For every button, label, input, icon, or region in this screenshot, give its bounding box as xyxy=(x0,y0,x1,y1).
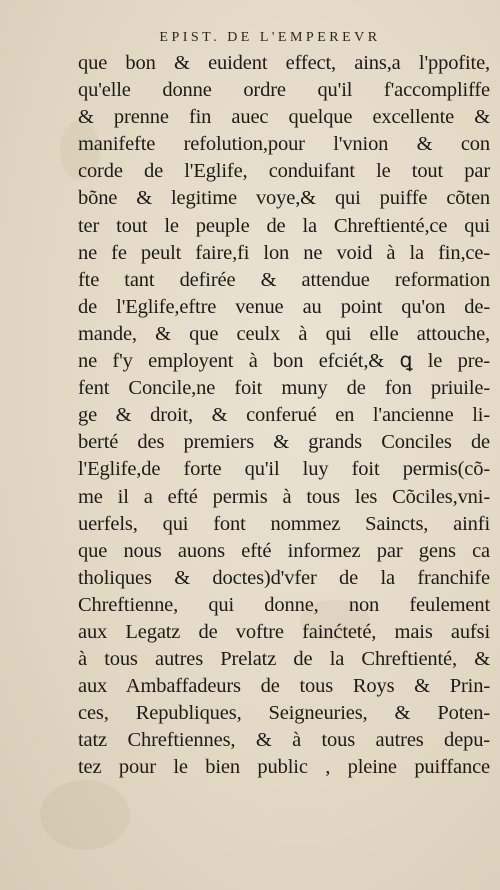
text-line: corde de l'Eglife, conduifant le tout par xyxy=(78,160,490,183)
text-line: de l'Eglife,eftre venue au point qu'on de- xyxy=(78,295,490,318)
text-line: l'Eglife,de forte qu'il luy foit permis(cõ- xyxy=(78,458,490,481)
text-line: ces, Republiques, Seigneuries, & Poten- xyxy=(78,702,490,725)
paper-stain xyxy=(40,780,130,850)
text-line: Chreftienne, qui donne, non feulement xyxy=(78,593,490,616)
running-head: EPIST. DE L'EMPEREVR xyxy=(159,30,381,45)
text-line: aux Legatz de voftre fainćteté, mais aufsi xyxy=(78,620,490,643)
text-line: uerfels, qui font nommez Saincts, ainfi xyxy=(78,512,490,535)
body-text xyxy=(78,50,490,782)
text-line: mande, & que ceulx à qui elle attouche, xyxy=(78,322,490,345)
text-line: fent Concile,ne foit muny de fon priuile- xyxy=(78,377,490,400)
text-line: & prenne fin auec quelque excellente & xyxy=(78,106,490,129)
text-line: me il a efté permis à tous les Cõciles,vni- xyxy=(78,485,490,508)
text-line: que nous auons efté informez par gens ca xyxy=(78,539,490,562)
text-line: fte tant defirée & attendue reformation xyxy=(78,268,490,291)
text-line: aux Ambaffadeurs de tous Roys & Prin- xyxy=(78,675,490,698)
text-line: ge & droit, & conferué en l'ancienne li- xyxy=(78,404,490,427)
text-line: à tous autres Prelatz de la Chreftienté, & xyxy=(78,648,490,671)
text-line: bõne & legitime voye,& qui puiffe cõten xyxy=(78,187,490,210)
text-line: tatz Chreftiennes, & à tous autres depu- xyxy=(78,729,490,752)
text-line: tholiques & doctes)d'vfer de la franchife xyxy=(78,566,490,589)
text-line: berté des premiers & grands Conciles de xyxy=(78,431,490,454)
text-line: ne f'y employent à bon efciét,& ꝗ le pre- xyxy=(78,350,490,373)
text-line: qu'elle donne ordre qu'il f'accompliffe xyxy=(78,79,490,102)
text-line: que bon & euident effect, ains,a l'ppofite, xyxy=(78,52,490,74)
text-line: manifefte refolution,pour l'vnion & con xyxy=(78,133,490,156)
text-line: tez pour le bien public , pleine puiffance xyxy=(78,756,490,779)
text-line: ter tout le peuple de la Chreftienté,ce qui xyxy=(78,214,490,237)
text-line: ne fe peult faire,fi lon ne void à la fin,ce- xyxy=(78,241,490,264)
